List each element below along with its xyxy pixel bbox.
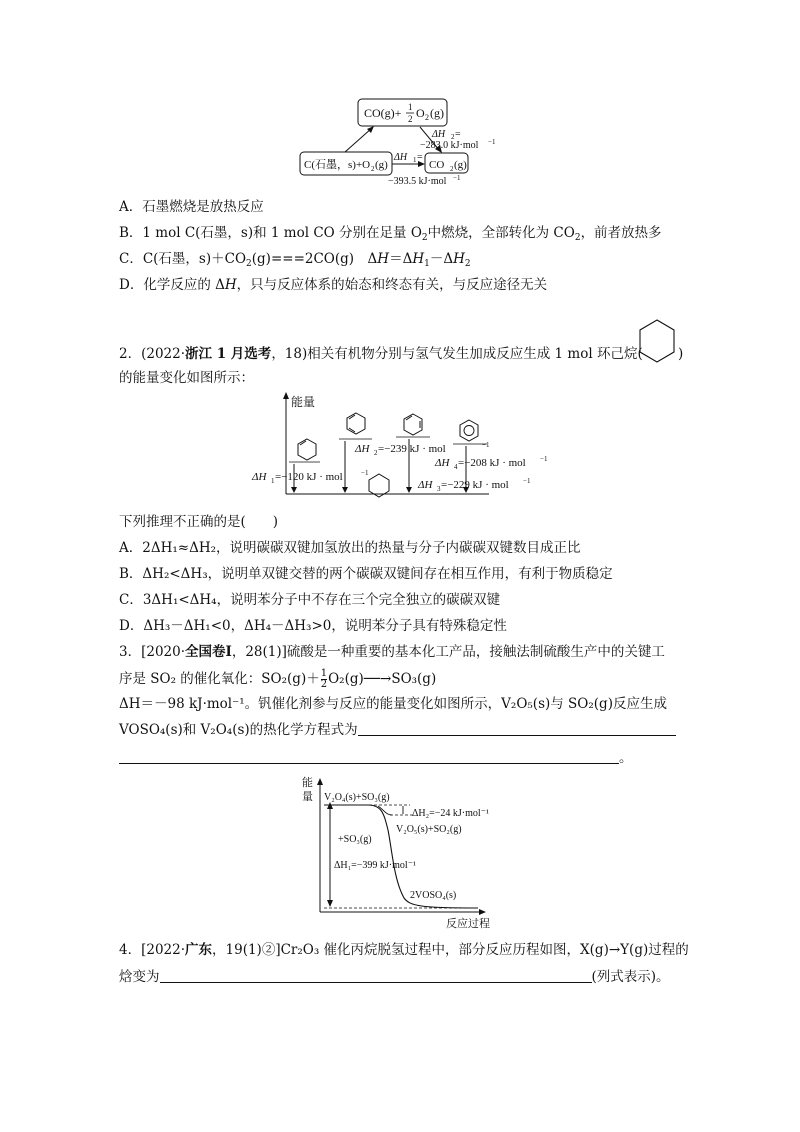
dh2-value: =−239 kJ · mol: [378, 443, 446, 455]
cyclohexadiene-conjugated-icon: [404, 414, 422, 435]
svg-text:(g): (g): [430, 106, 444, 120]
dh2-value: −283.0 kJ·mol: [420, 140, 479, 151]
cyclohexadiene-icon: [347, 413, 365, 434]
q2-stem: 2．(2022·浙江 1 月选考，18)相关有机物分别与氢气发生加成反应生成 1 mol 环己烷(: [119, 346, 643, 362]
so3-label: +SO₃(g): [338, 834, 372, 845]
dh1-value: =−120 kJ · mol: [275, 471, 343, 483]
svg-text:−1: −1: [523, 477, 531, 485]
dh1-label: ΔH: [394, 152, 408, 163]
cyclohexane-icon: [637, 318, 677, 364]
svg-text:=: =: [455, 129, 461, 140]
dh2-label: ΔH: [355, 443, 370, 455]
dh3-value: =−229 kJ · mol: [441, 479, 509, 491]
o2-text: O: [416, 106, 425, 120]
dh4-value: =−208 kJ · mol: [458, 457, 526, 469]
benzene-icon: [460, 420, 478, 441]
q2-stem-2: 的能量变化如图所示：: [119, 370, 254, 386]
svg-text:−1: −1: [482, 441, 490, 449]
hess-cycle-diagram: [0, 0, 800, 200]
svg-text:−1: −1: [488, 138, 496, 146]
q1-option-b: B．1 mol C(石墨，s)和 1 mol CO 分别在足量 $O_2$中燃烧，全部转化为 $CO_2$，前者放热多: [119, 225, 662, 243]
svg-text:1: 1: [271, 477, 275, 485]
x-axis-label: 反应过程: [446, 918, 490, 930]
q4-stem-2: 焓变为 (列式表示)。: [119, 969, 670, 985]
q2-option-b: B．ΔH₂<ΔH₃，说明单双键交替的两个碳碳双键间存在相互作用，有利于物质稳定: [119, 566, 613, 582]
svg-text:−1: −1: [540, 455, 548, 463]
svg-text:2: 2: [425, 113, 429, 122]
answer-blank-1[interactable]: [358, 721, 676, 736]
level-bottom: 2VOSO₄(s): [410, 890, 457, 901]
q2-option-d: D．ΔH₃－ΔH₁<0，ΔH₄－ΔH₃>0，说明苯分子具有特殊稳定性: [119, 618, 507, 634]
vanadium-energy-diagram: [0, 770, 800, 930]
dh1-value: ΔH₁=−399 kJ·mol⁻¹: [334, 860, 416, 871]
energy-axis-label-1: 能: [302, 777, 313, 789]
q2-ask: 下列推理不正确的是( ): [119, 514, 279, 530]
q1-option-a: A．石墨燃烧是放热反应: [119, 199, 264, 215]
q1-option-d: D．化学反应的 ΔH，只与反应体系的始态和终态有关，与反应途径无关: [119, 277, 548, 293]
svg-text:−1: −1: [361, 469, 369, 477]
q3-stem-2: 序是 SO₂ 的催化氧化：SO₂(g)＋ $\frac{1}{2}$ O₂(g)──→SO₃(g): [119, 668, 437, 690]
svg-text:2: 2: [451, 133, 455, 141]
q1-option-c: C．C(石墨，$s)+CO_2(g)===2CO(g)$ $\Delta H=\Delta H_1-\Delta H_2$: [119, 251, 471, 269]
svg-text:2: 2: [374, 449, 378, 457]
level-mid: V₂O₅(s)+SO₂(g): [396, 824, 462, 835]
co2-box-text: CO: [429, 159, 445, 171]
answer-blank-3[interactable]: [160, 968, 592, 983]
answer-blank-2[interactable]: [119, 749, 619, 764]
half-denominator: 2: [408, 114, 413, 124]
energy-axis-label-2: 量: [302, 791, 313, 803]
dh4-label: ΔH: [435, 457, 450, 469]
dh2-value: ΔH₂=−24 kJ·mol⁻¹: [412, 808, 489, 819]
q3-stem-1: 3．[2020·全国卷Ⅰ，28(1)]硫酸是一种重要的基本化工产品，接触法制硫酸生产中的关键工: [119, 644, 665, 660]
cyclohexene-icon: [298, 439, 316, 460]
svg-text:2: 2: [450, 165, 454, 173]
svg-text:(g): (g): [454, 159, 467, 171]
dh1-label: ΔH: [252, 471, 267, 483]
svg-text:2: 2: [371, 165, 375, 173]
dh2-label: ΔH: [432, 129, 446, 140]
co-box-text: CO(g)+: [364, 106, 402, 120]
energy-axis-label: 能量: [291, 395, 316, 409]
q2-option-a: A．2ΔH₁≈ΔH₂，说明碳碳双键加氢放出的热量与分子内碳碳双键数目成正比: [119, 540, 581, 556]
q2-option-c: C．3ΔH₁<ΔH₄，说明苯分子中不存在三个完全独立的碳碳双键: [119, 592, 501, 608]
svg-text:4: 4: [454, 463, 458, 471]
level-top: V₂O₄(s)+SO₃(g): [324, 792, 390, 803]
q3-stem-4: VOSO₄(s)和 V₂O₄(s)的热化学方程式为: [119, 721, 676, 739]
q2-stem-close: ): [678, 346, 684, 362]
svg-text:(g): (g): [375, 159, 388, 171]
svg-text:−1: −1: [453, 174, 461, 182]
q3-stem-5: 。: [119, 749, 633, 767]
q4-stem-1: 4．[2022·广东，19(1)②]Cr₂O₃ 催化丙烷脱氢过程中，部分反应历程如图，X(g)→Y(g)过程的: [119, 942, 689, 958]
svg-text:3: 3: [437, 485, 441, 493]
dh1-value: −393.5 kJ·mol: [388, 176, 447, 187]
q3-stem-3: ΔH＝－98 kJ·mol⁻¹。钒催化剂参与反应的能量变化如图所示，V₂O₅(s)与 SO₂(g)反应生成: [119, 696, 667, 712]
svg-text:1: 1: [413, 156, 417, 164]
half-numerator: 1: [408, 102, 413, 112]
graphite-box-text: C(石墨，s)+O: [304, 159, 371, 171]
svg-text:=: =: [417, 152, 423, 163]
dh3-label: ΔH: [418, 479, 433, 491]
hydrogenation-energy-diagram: [0, 392, 800, 512]
